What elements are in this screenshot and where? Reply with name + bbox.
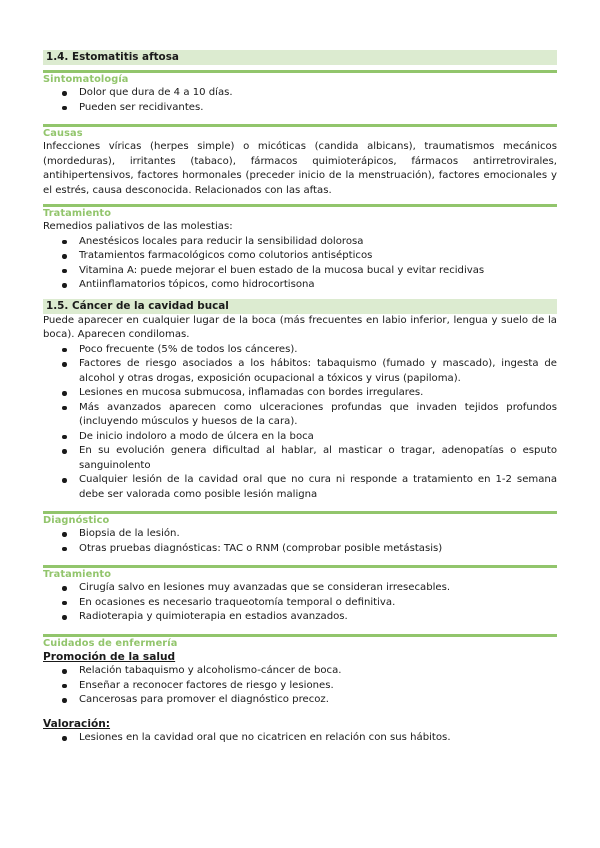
list-item: Tratamientos farmacológicos como colutorios antisépticos xyxy=(79,249,557,264)
list-item: Lesiones en la cavidad oral que no cicatricen en relación con sus hábitos. xyxy=(79,731,557,746)
list-item: Antiinflamatorios tópicos, como hidrocortisona xyxy=(79,278,557,293)
list-item: Dolor que dura de 4 a 10 días. xyxy=(79,86,557,101)
list-item: Biopsia de la lesión. xyxy=(79,527,557,542)
valoracion-heading: Valoración: xyxy=(43,717,111,730)
list-item: Cualquier lesión de la cavidad oral que no cura ni responde a tratamiento en 1-2 semana debe ser valorada como posible lesión maligna xyxy=(79,473,557,502)
list-item: Relación tabaquismo y alcoholismo-cáncer de boca. xyxy=(79,664,557,679)
document-page xyxy=(43,50,557,746)
list-item: Más avanzados aparecen como ulceraciones profundas que invaden tejidos profundos (incluyendo músculos y huesos de la cara). xyxy=(79,401,557,430)
tratamiento-intro: Remedios paliativos de las molestias: xyxy=(43,221,233,232)
promocion-list xyxy=(43,664,557,708)
sintomatologia-list xyxy=(43,86,557,115)
list-item: Pueden ser recidivantes. xyxy=(79,101,557,116)
causas-paragraph: Infecciones víricas (herpes simple) o micóticas (candida albicans), traumatismos mecánicos (mordeduras), irritantes (tabaco), fármacos quimioterápicos, fármacos antirretrovirales, antihipertensivos, factores hormonales (preceder inicio de la menstruación), factores emocionales y el estrés, causa desconocida. Relacionados con las aftas. xyxy=(43,141,557,196)
list-item: Anestésicos locales para reducir la sensibilidad dolorosa xyxy=(79,235,557,250)
subheading-sintomatologia: Sintomatología xyxy=(43,74,129,85)
list-item: Cancerosas para promover el diagnóstico precoz. xyxy=(79,693,557,708)
list-item: Lesiones en mucosa submucosa, inflamadas con bordes irregulares. xyxy=(79,386,557,401)
diagnostico-list xyxy=(43,527,557,556)
list-item: Cirugía salvo en lesiones muy avanzadas que se consideran irresecables. xyxy=(79,581,557,596)
list-item: En ocasiones es necesario traqueotomía temporal o definitiva. xyxy=(79,596,557,611)
valoracion-list xyxy=(43,731,557,746)
tratamiento-cancer-list xyxy=(43,581,557,625)
cancer-list xyxy=(43,343,557,503)
tratamiento-list xyxy=(43,235,557,293)
list-item: De inicio indoloro a modo de úlcera en la boca xyxy=(79,430,557,445)
list-item: Poco frecuente (5% de todos los cánceres). xyxy=(79,343,557,358)
list-item: Radioterapia y quimioterapia en estadios avanzados. xyxy=(79,610,557,625)
subheading-cuidados: Cuidados de enfermería xyxy=(43,637,178,649)
list-item: Vitamina A: puede mejorar el buen estado de la mucosa bucal y evitar recidivas xyxy=(79,264,557,279)
subheading-diagnostico: Diagnóstico xyxy=(43,515,110,526)
subheading-tratamiento: Tratamiento xyxy=(43,208,112,219)
section-heading-estomatitis: 1.4. Estomatitis aftosa xyxy=(43,50,557,65)
subheading-tratamiento-cancer: Tratamiento xyxy=(43,569,112,580)
section-heading-cancer: 1.5. Cáncer de la cavidad bucal xyxy=(43,299,557,314)
list-item: Factores de riesgo asociados a los hábitos: tabaquismo (fumado y mascado), ingesta de alcohol y otras drogas, exposición ocupacional a tóxicos y virus (papiloma). xyxy=(79,357,557,386)
list-item: En su evolución genera dificultad al hablar, al masticar o tragar, adenopatías o esputo sanguinolento xyxy=(79,444,557,473)
subheading-causas: Causas xyxy=(43,128,83,139)
cancer-intro: Puede aparecer en cualquier lugar de la boca (más frecuentes en labio inferior, lengua y suelo de la boca). Aparecen condilomas. xyxy=(43,314,557,340)
list-item: Otras pruebas diagnósticas: TAC o RNM (comprobar posible metástasis) xyxy=(79,542,557,557)
list-item: Enseñar a reconocer factores de riesgo y lesiones. xyxy=(79,679,557,694)
promocion-heading: Promoción de la salud xyxy=(43,650,176,663)
